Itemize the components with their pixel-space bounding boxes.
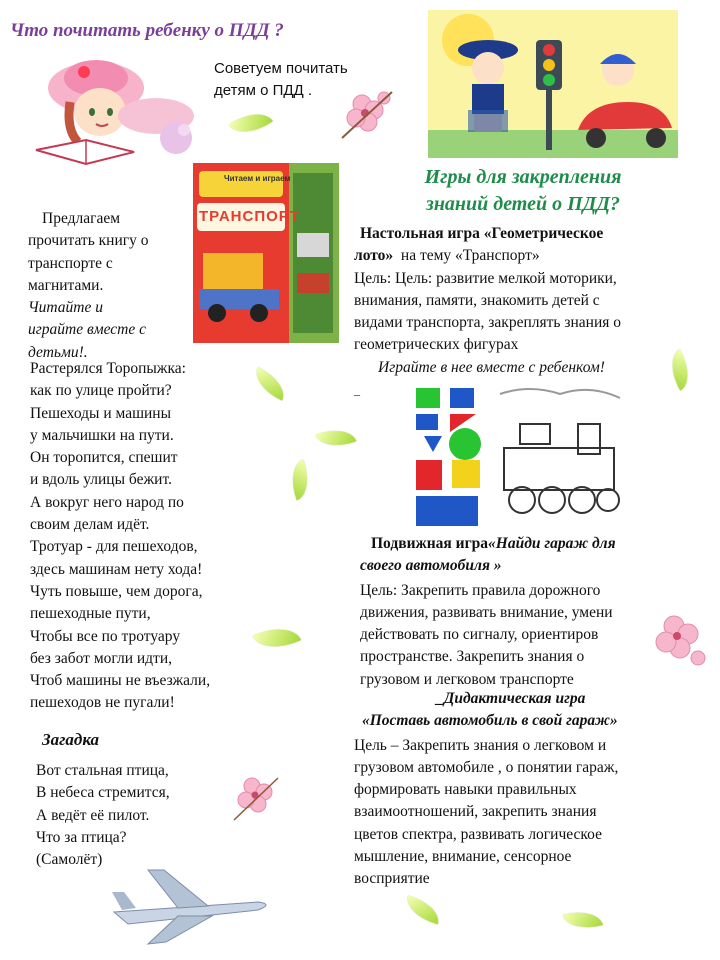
book-intro-line: транспорте с	[28, 254, 113, 272]
mobile-game-goal-line: пространстве. Закрепить знания о	[360, 648, 585, 666]
leaf-icon	[253, 618, 301, 658]
poem-line: без забот могли идти,	[30, 649, 172, 667]
didactic-goal-line: формировать навыки правильных	[354, 781, 577, 799]
mobile-game-title: «Найди гараж для	[488, 535, 616, 552]
riddle-line: Что за птица?	[36, 828, 127, 846]
leaf-icon	[249, 367, 290, 400]
dash-mark: _	[354, 383, 360, 398]
riddle-line: Вот стальная птица,	[36, 762, 169, 779]
board-game-goal-line: Цель: Цель: развитие мелкой моторики,	[354, 269, 617, 287]
leaf-icon	[229, 103, 273, 143]
poem-line: Чуть повыше, чем дорога,	[30, 582, 203, 600]
poem-line: Он торопится, спешит	[30, 449, 178, 467]
poem-line: Чтобы все по тротуару	[30, 627, 181, 645]
advice-text	[214, 58, 348, 103]
poem-line: Тротуар - для пешеходов,	[30, 538, 198, 556]
poem-line: пешеходов не пугали!	[30, 694, 175, 712]
board-game-call: Играйте в нее вместе с ребенком!	[378, 358, 605, 376]
leaf-icon	[316, 422, 357, 453]
games-heading-line: знаний детей о ПДД?	[426, 193, 620, 215]
board-game-title: Настольная игра «Геометрическое	[360, 225, 604, 242]
book-intro-line: магнитами.	[28, 276, 104, 294]
book-call-line: Читайте и	[28, 299, 104, 317]
leaf-icon	[662, 349, 697, 390]
book-call-line: детьми!.	[28, 343, 88, 361]
pink-flower-icon	[338, 84, 402, 142]
book-intro-line: прочитать книгу о	[28, 232, 149, 250]
traffic-scene-illustration	[428, 10, 678, 158]
didactic-goal-line: взаимоотношений, закрепить знания	[354, 803, 597, 821]
riddle-line: В небеса стремится,	[36, 784, 170, 802]
poem-line: А вокруг него народ по	[30, 493, 184, 511]
board-game-theme: на тему «Транспорт»	[400, 247, 540, 265]
leaf-icon	[563, 906, 603, 935]
didactic-goal-line: цветов спектра, развивать логическое	[354, 825, 602, 843]
poem	[30, 358, 210, 715]
book-intro-line: Предлагаем	[42, 210, 121, 227]
advice-line: Советуем почитать	[214, 60, 348, 77]
didactic-goal-line: грузовом автомобиле , о понятии гараж,	[354, 758, 619, 776]
board-game-goal-line: геометрических фигурах	[354, 336, 519, 354]
poem-line: Растерялся Торопыжка:	[30, 360, 186, 377]
leaf-icon	[284, 460, 315, 501]
games-heading-line: Игры для закрепления	[424, 166, 622, 188]
games-heading	[378, 164, 668, 218]
mobile-game-goal-line: действовать по сигналу, ориентиров	[360, 626, 599, 644]
mobile-game-title-cont: своего автомобиля »	[360, 557, 502, 575]
poem-line: пешеходные пути,	[30, 605, 151, 623]
riddle-text	[36, 760, 170, 871]
geometric-lotto-picture	[410, 384, 632, 530]
book-cover-title: ТРАНСПОРТ	[199, 208, 300, 225]
advice-line: детям о ПДД .	[214, 82, 313, 100]
book-cover-small-text: Читаем и играем	[224, 174, 291, 183]
mobile-game-block	[360, 533, 616, 691]
didactic-game-block	[354, 688, 618, 891]
riddle-line: (Самолёт)	[36, 851, 103, 869]
mobile-game-goal-line: движения, развивать внимание, умени	[360, 603, 613, 621]
didactic-goal-line: мышление, внимание, сенсорное	[354, 848, 572, 866]
didactic-game-type: _Дидактическая игра	[436, 690, 586, 707]
transport-book-cover	[193, 163, 339, 343]
poem-line: здесь машинам нету хода!	[30, 560, 203, 578]
poem-line: как по улице пройти?	[30, 382, 172, 400]
poem-line: Чтоб машины не въезжали,	[30, 672, 211, 690]
book-intro	[28, 208, 149, 364]
mobile-game-type: Подвижная игра	[371, 535, 489, 552]
riddle-heading: Загадка	[42, 730, 100, 749]
page-title: Что почитать ребенку о ПДД ?	[10, 20, 284, 41]
poem-line: у мальчишки на пути.	[30, 426, 174, 444]
board-game-block	[354, 223, 621, 401]
pink-flower-icon	[650, 604, 714, 674]
mobile-game-goal-line: Цель: Закрепить правила дорожного	[360, 581, 601, 599]
airplane-illustration	[108, 862, 278, 948]
book-call-line: играйте вместе с	[28, 321, 146, 339]
poem-line: и вдоль улицы бежит.	[30, 471, 172, 489]
riddle-line: А ведёт её пилот.	[36, 806, 150, 824]
board-game-title-bold: лото»	[354, 247, 394, 265]
poem-line: своим делам идёт.	[30, 516, 150, 534]
poem-line: Пешеходы и машины	[30, 404, 172, 422]
mobile-game-goal-line: грузовом и легковом транспорте	[360, 670, 574, 688]
pink-flower-icon	[230, 768, 286, 824]
girl-reading-illustration	[26, 50, 204, 172]
board-game-goal-line: видами транспорта, закреплять знания о	[354, 314, 621, 332]
didactic-game-title: «Поставь автомобиль в свой гараж»	[362, 712, 618, 730]
leaf-icon	[403, 896, 443, 925]
didactic-goal-line: восприятие	[354, 870, 430, 888]
didactic-goal-line: Цель – Закрепить знания о легковом и	[354, 736, 607, 754]
board-game-goal-line: внимания, памяти, знакомить детей с	[354, 291, 600, 309]
